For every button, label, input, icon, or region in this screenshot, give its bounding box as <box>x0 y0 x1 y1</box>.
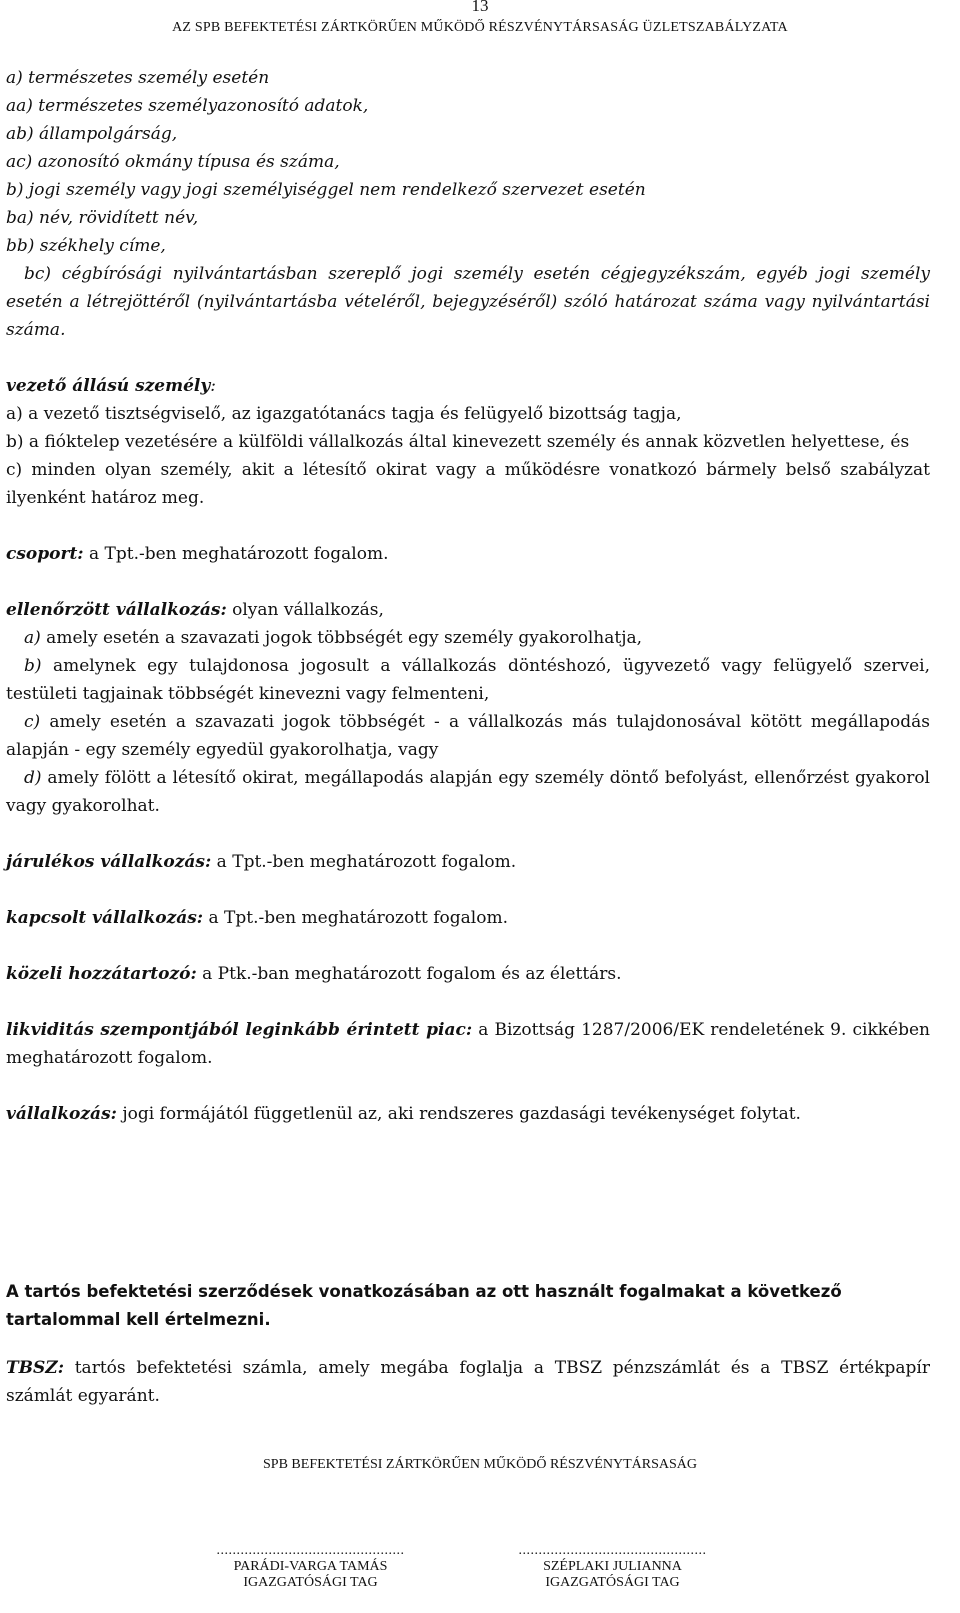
list-item-bc-text: cégbírósági nyilvántartásban szereplő jogi személy esetén cégjegyzékszám, egyéb jogi személy esetén a létrejöttéről (nyilvántartásba vételéről, bejegyzéséről) szóló határozat száma vagy nyilvántartási száma. <box>6 264 931 340</box>
definition-vezeto <box>6 372 930 400</box>
definition-likviditas <box>6 1016 930 1072</box>
definition-term: ellenőrzött vállalkozás: <box>6 600 227 620</box>
page-number: 13 <box>471 0 489 15</box>
definition-text: a Tpt.-ben meghatározott fogalom. <box>203 908 509 928</box>
definition-text: a Bizottság 1287/2006/EK rendeletének 9. cikkében meghatározott fogalom. <box>6 1020 930 1068</box>
definition-term: csoport: <box>6 544 84 564</box>
definition-tbsz <box>6 1354 930 1410</box>
definition-kapcsolt <box>6 904 930 932</box>
signature-block-2 <box>480 1543 745 1591</box>
signer-name: PARÁDI-VARGA TAMÁS <box>233 1559 388 1574</box>
definition-term: kapcsolt vállalkozás: <box>6 908 204 928</box>
vezeto-item-c: c) minden olyan személy, akit a létesítő okirat vagy a működésre vonatkozó bármely belső szabályzat ilyenként határoz meg. <box>6 460 930 508</box>
definition-colon: : <box>210 376 216 396</box>
list-item-aa: aa) természetes személyazonosító adatok, <box>6 96 369 116</box>
list-item-ab: ab) állampolgárság, <box>6 124 178 144</box>
definition-term: likviditás szempontjából leginkább érintett piac: <box>6 1020 473 1040</box>
list-item-bc-label: bc) <box>24 264 52 284</box>
ellenorzott-item-d: d) amely fölött a létesítő okirat, megállapodás alapján egy személy döntő befolyást, ellenőrzést gyakorol vagy gyakorolhat. <box>6 768 930 816</box>
definition-csoport <box>6 540 930 568</box>
definition-text: a Tpt.-ben meghatározott fogalom. <box>83 544 389 564</box>
signature-line: ............................................... <box>518 1543 707 1558</box>
tartos-section <box>6 1278 930 1410</box>
ellenorzott-item-b: b) amelynek egy tulajdonosa jogosult a vállalkozás döntéshozó, ügyvezető vagy felügyelő szervei, testületi tagjainak többségét kinevezni vagy felmenteni, <box>6 656 930 704</box>
definition-text: olyan vállalkozás, <box>226 600 384 620</box>
list-item-ba: ba) név, rövidített név, <box>6 208 199 228</box>
definition-kozeli <box>6 960 930 988</box>
document-body <box>6 64 930 1128</box>
list-item-b: b) jogi személy vagy jogi személyiséggel nem rendelkező szervezet esetén <box>6 180 646 200</box>
definition-ellenorzott <box>6 596 930 624</box>
signer-name: SZÉPLAKI JULIANNA <box>543 1559 682 1574</box>
signature-block-1 <box>178 1543 443 1591</box>
definition-term: közeli hozzátartozó: <box>6 964 197 984</box>
signature-line: ............................................... <box>216 1543 405 1558</box>
definition-text: tartós befektetési számla, amely megába foglalja a TBSZ pénzszámlát és a TBSZ értékpapír számlát egyaránt. <box>6 1358 930 1406</box>
list-item-bb: bb) székhely címe, <box>6 236 166 256</box>
list-item-a: a) természetes személy esetén <box>6 68 270 88</box>
definition-term: vállalkozás: <box>6 1104 117 1124</box>
definition-term: TBSZ: <box>6 1358 64 1378</box>
signer-role: IGAZGATÓSÁGI TAG <box>243 1575 378 1590</box>
ellenorzott-item-a: a) amely esetén a szavazati jogok többségét egy személy gyakorolhatja, <box>24 628 643 648</box>
page-header: AZ SPB BEFEKTETÉSI ZÁRTKÖRŰEN MŰKÖDŐ RÉSZVÉNYTÁRSASÁG ÜZLETSZABÁLYZATA <box>172 20 788 35</box>
vezeto-item-a: a) a vezető tisztségviselő, az igazgatótanács tagja és felügyelő bizottság tagja, <box>6 404 682 424</box>
definition-vallalkozas <box>6 1100 930 1128</box>
section-title: A tartós befektetési szerződések vonatkozásában az ott használt fogalmakat a következő tartalommal kell értelmezni. <box>6 1282 842 1329</box>
signer-role: IGAZGATÓSÁGI TAG <box>545 1575 680 1590</box>
definition-text: jogi formájától függetlenül az, aki rendszeres gazdasági tevékenységet folytat. <box>116 1104 801 1124</box>
footer-company: SPB BEFEKTETÉSI ZÁRTKÖRŰEN MŰKÖDŐ RÉSZVÉNYTÁRSASÁG <box>263 1457 697 1472</box>
definition-term: járulékos vállalkozás: <box>6 852 212 872</box>
definition-text: a Ptk.-ban meghatározott fogalom és az élettárs. <box>196 964 622 984</box>
definition-text: a Tpt.-ben meghatározott fogalom. <box>211 852 517 872</box>
vezeto-item-b: b) a fióktelep vezetésére a külföldi vállalkozás által kinevezett személy és annak közvetlen helyettese, és <box>6 432 910 452</box>
definition-jarulekos <box>6 848 930 876</box>
list-item-bc <box>6 260 930 344</box>
ellenorzott-item-c: c) amely esetén a szavazati jogok többségét - a vállalkozás más tulajdonosával kötött megállapodás alapján - egy személy egyedül gyakorolhatja, vagy <box>6 712 930 760</box>
definition-term: vezető állású személy <box>6 376 211 396</box>
list-item-ac: ac) azonosító okmány típusa és száma, <box>6 152 340 172</box>
